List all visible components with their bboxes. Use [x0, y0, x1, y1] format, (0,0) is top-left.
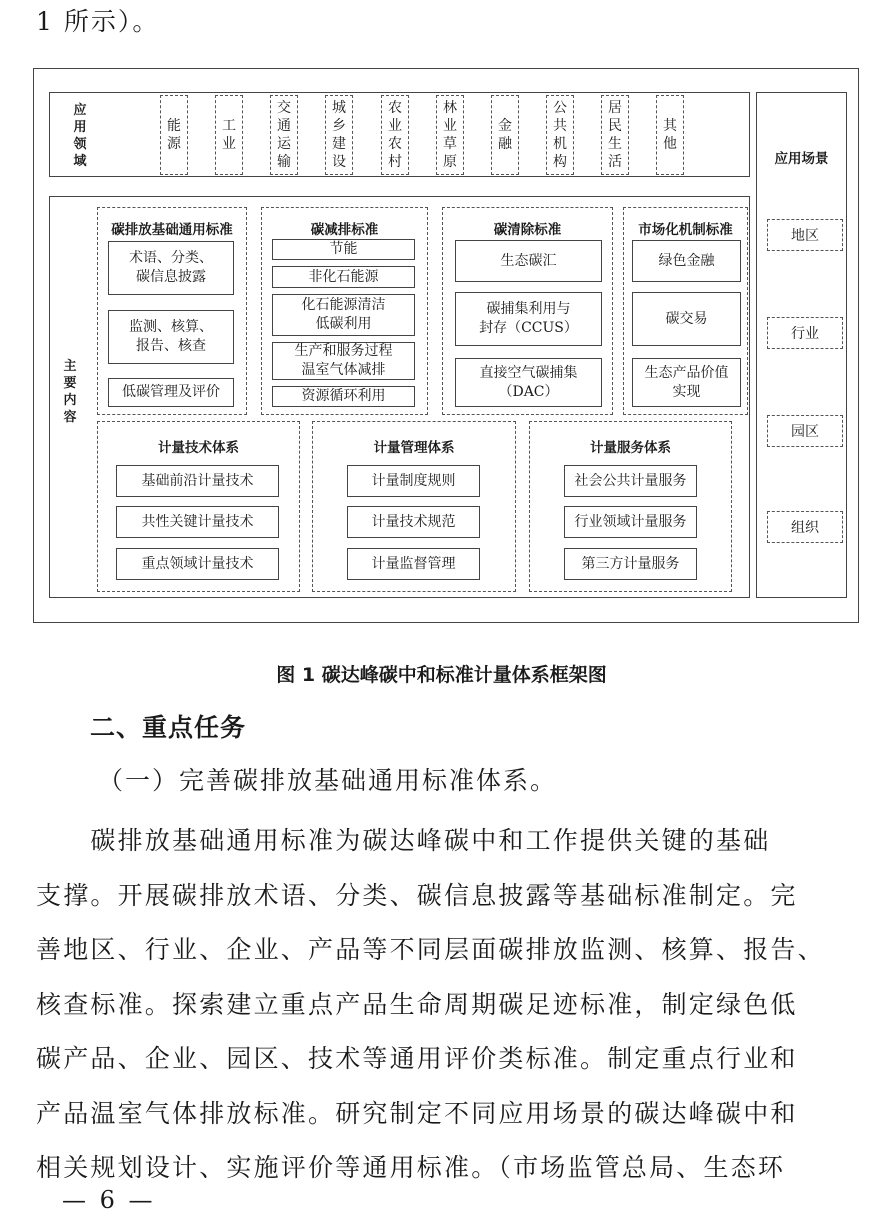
domain-item: 林业草原 — [436, 95, 464, 175]
system-item: 第三方计量服务 — [564, 548, 697, 580]
paragraph-line: 支撑。开展碳排放术语、分类、碳信息披露等基础标准制定。完 — [36, 880, 798, 910]
group-item: 节能 — [272, 239, 415, 260]
page-number: — 6 — — [62, 1186, 156, 1214]
system-item: 计量技术规范 — [347, 506, 480, 538]
system-item: 行业领域计量服务 — [564, 506, 697, 538]
group-item: 直接空气碳捕集 （DAC） — [455, 358, 602, 407]
scene-item: 组织 — [767, 511, 843, 543]
paragraph-line: 相关规划设计、实施评价等通用标准。（市场监管总局、生态环 — [36, 1153, 786, 1182]
system-title: 计量服务体系 — [590, 440, 671, 456]
domain-item: 其他 — [656, 95, 684, 175]
system-item: 社会公共计量服务 — [564, 465, 697, 497]
group-item: 资源循环利用 — [272, 386, 415, 407]
sub-heading: （一）完善碳排放基础通用标准体系。 — [98, 766, 558, 795]
group-item: 化石能源清洁 低碳利用 — [272, 294, 415, 336]
paragraph-line: 核查标准。探索建立重点产品生命周期碳足迹标准，制定绿色低 — [36, 989, 798, 1019]
scene-item: 行业 — [767, 317, 843, 349]
paragraph-line: 善地区、行业、企业、产品等不同层面碳排放监测、核算、报告、 — [36, 935, 825, 964]
system-item: 计量制度规则 — [347, 465, 480, 497]
top-text: 1 所示）。 — [36, 7, 160, 36]
figure-caption: 图 1 碳达峰碳中和标准计量体系框架图 — [276, 664, 607, 686]
paragraph-line: 碳产品、企业、园区、技术等通用评价类标准。制定重点行业和 — [36, 1044, 798, 1073]
domain-item: 工业 — [215, 95, 243, 175]
domain-item: 公共机构 — [546, 95, 574, 175]
group-item: 生产和服务过程 温室气体减排 — [272, 342, 415, 380]
scenes-label: 应用场景 — [774, 151, 829, 167]
system-item: 计量监督管理 — [347, 548, 480, 580]
group-title: 碳排放基础通用标准 — [111, 222, 233, 238]
system-item: 共性关键计量技术 — [116, 506, 279, 538]
system-item: 重点领域计量技术 — [116, 548, 279, 580]
domains-label: 应用领域 — [73, 103, 87, 169]
system-item: 基础前沿计量技术 — [116, 465, 279, 497]
domain-item: 能源 — [160, 95, 188, 175]
domain-item: 城乡建设 — [325, 95, 353, 175]
scene-item: 地区 — [767, 219, 843, 251]
group-item: 碳交易 — [632, 292, 741, 346]
system-title: 计量管理体系 — [373, 440, 455, 456]
section-heading: 二、重点任务 — [90, 713, 247, 742]
group-item: 绿色金融 — [632, 240, 741, 282]
group-item: 碳捕集利用与 封存（CCUS） — [455, 292, 602, 346]
group-item: 生态碳汇 — [455, 240, 602, 282]
paragraph-line: 产品温室气体排放标准。研究制定不同应用场景的碳达峰碳中和 — [36, 1098, 798, 1128]
group-item: 非化石能源 — [272, 266, 415, 288]
group-item: 监测、核算、 报告、核查 — [108, 310, 234, 364]
system-title: 计量技术体系 — [158, 440, 239, 456]
domain-item: 交通运输 — [270, 95, 298, 175]
body-paragraph — [36, 814, 836, 1196]
domain-item: 农业农村 — [381, 95, 409, 175]
domain-item: 金融 — [491, 95, 519, 175]
group-title: 碳减排标准 — [310, 222, 379, 238]
group-item: 低碳管理及评价 — [108, 378, 234, 407]
scene-item: 园区 — [767, 415, 843, 447]
content-label: 主要内容 — [63, 359, 77, 425]
domain-item: 居民生活 — [601, 95, 629, 175]
group-item: 术语、分类、 碳信息披露 — [108, 241, 234, 295]
paragraph-line: 碳排放基础通用标准为碳达峰碳中和工作提供关键的基础 — [36, 826, 771, 855]
group-item: 生态产品价值 实现 — [632, 358, 741, 407]
group-title: 碳清除标准 — [493, 222, 562, 238]
group-title: 市场化机制标准 — [638, 222, 733, 238]
